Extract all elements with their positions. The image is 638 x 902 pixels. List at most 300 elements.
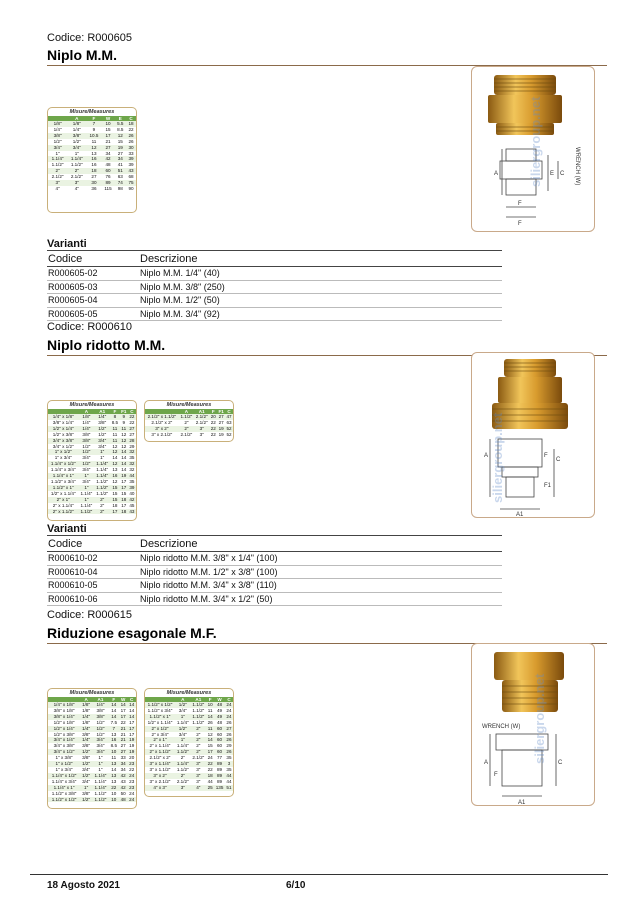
measures-cell: 17	[120, 713, 126, 719]
measures-cell: 9	[120, 414, 128, 420]
measures-cell: 89	[214, 761, 225, 767]
measures-cell: 10.5	[86, 133, 101, 139]
watermark: siliergroup.net	[528, 96, 543, 187]
measures-cell: 1" x 3/8"	[55, 755, 73, 761]
measures-cell: 42	[129, 496, 135, 502]
measures-cell: 89	[214, 773, 225, 779]
measures-cell: 18	[126, 121, 136, 127]
measures-cell: 27	[218, 419, 224, 425]
variant-desc: Niplo M.M. 3/8" (250)	[139, 280, 502, 294]
measures-cell: 17	[207, 749, 213, 755]
measures-cell: 1.1/2" x 3/4"	[147, 707, 173, 713]
measures-cell: 2"	[196, 743, 201, 749]
measures-cell: 135	[215, 784, 224, 790]
measures-cell: 1" x 3/4"	[55, 766, 73, 772]
measures-cell: 1.1/2" x 3/8"	[51, 790, 77, 796]
measures-cell: 1" x 1/2"	[48, 761, 80, 767]
measures-cell: 18	[121, 508, 127, 514]
measures-cell: 22	[120, 719, 126, 725]
product-title: Niplo M.M.	[47, 47, 117, 63]
measures-cell: 22	[129, 419, 135, 425]
measures-cell: 18	[112, 502, 118, 508]
measures-cell: 1/4"	[79, 426, 95, 432]
table-row	[47, 552, 502, 566]
product-photo-niplo-ridotto: A C F F1 A1 siliergroup.net	[471, 352, 595, 518]
measures-cell: 1/8"	[79, 414, 95, 420]
measures-cell: 12	[110, 449, 120, 455]
measures-cell: 45	[129, 502, 135, 508]
measures-cell: 2"	[175, 773, 191, 779]
measures-row	[48, 145, 136, 151]
measures-cell: 14	[109, 702, 119, 708]
measures-cell: 14	[111, 766, 117, 772]
measures-cell: 21	[120, 725, 126, 731]
measures-cell: 9	[122, 419, 126, 425]
measures-cell: 2" x 1"	[48, 497, 79, 503]
measures-cell: 2.1/2" x 2"	[151, 419, 173, 425]
measures-table-box	[47, 400, 137, 521]
col-desc: Descrizione	[139, 536, 502, 552]
measures-cell: 26	[207, 719, 213, 725]
measures-cell: 4"	[55, 185, 60, 191]
measures-cell: 7	[86, 121, 101, 127]
measures-col-header: A	[67, 116, 86, 121]
measures-cell: 3"	[196, 766, 201, 772]
variant-desc: Niplo ridotto M.M. 3/4" x 3/8" (110)	[139, 579, 502, 593]
measures-cell: 14	[111, 707, 117, 713]
measures-cell: 22	[207, 766, 213, 772]
svg-text:C: C	[556, 457, 561, 463]
measures-table-box	[47, 688, 137, 809]
measures-cell: 48	[120, 796, 126, 802]
measures-cell: 89	[216, 778, 223, 784]
measures-cell: 12	[112, 443, 118, 449]
measures-cell: 3/8"	[82, 731, 91, 737]
measures-cell: 13	[91, 150, 97, 156]
footer-rule	[30, 874, 608, 875]
measures-cell: 3"	[194, 426, 209, 432]
measures-cell: 1/2"	[98, 431, 107, 437]
measures-cell: 14	[129, 713, 135, 719]
measures-cell: 3/8" x 1/8"	[53, 707, 75, 713]
measures-cell: 35	[226, 755, 232, 761]
measures-cell: 3/8"	[82, 431, 91, 437]
svg-text:A: A	[484, 760, 489, 766]
measures-cell: 3"	[199, 431, 204, 437]
measures-cell: 33	[128, 150, 134, 156]
measures-cell: 3/8"	[82, 743, 91, 749]
svg-text:WRENCH (W): WRENCH (W)	[482, 724, 521, 730]
measures-cell: 3/4"	[67, 145, 86, 151]
measures-cell: 17	[120, 707, 126, 713]
measures-cell: 42	[102, 156, 115, 162]
measures-cell: 14	[207, 713, 213, 719]
measures-row	[145, 432, 233, 438]
measures-cell: 44	[226, 772, 232, 778]
measures-col-header: W	[102, 116, 115, 121]
measures-cell: 1"	[94, 449, 110, 455]
measures-cell: 3/4"	[94, 438, 110, 444]
measures-cell: 33	[120, 755, 126, 761]
measures-cell: 1.1/4"	[176, 719, 189, 725]
measures-cell: 18	[86, 168, 101, 174]
measures-cell: 24	[226, 713, 232, 719]
measures-cell: 48	[214, 702, 225, 708]
measures-cell: 26	[128, 138, 134, 144]
measures-cell: 1/4"	[82, 419, 91, 425]
measures-cell: 1.1/2"	[192, 719, 205, 725]
measures-cell: 60	[214, 749, 225, 755]
measures-cell: 3	[225, 761, 233, 767]
measures-cell: 3/8"	[82, 755, 91, 761]
measures-cell: 24	[226, 702, 232, 707]
variant-desc: Niplo ridotto M.M. 3/8" x 1/4" (100)	[139, 552, 502, 566]
measures-cell: 14	[121, 449, 127, 455]
measures-table-box	[144, 688, 234, 797]
measures-col-header: A	[79, 409, 95, 414]
measures-col-header: A	[175, 697, 191, 702]
measures-cell: 51	[226, 784, 232, 790]
measures-cell: 3"	[48, 180, 67, 186]
measures-cell: 26	[226, 749, 232, 755]
measures-cell: 2.1/2"	[195, 419, 208, 425]
measures-cell: 27	[226, 725, 232, 731]
measures-cell: 34	[114, 156, 126, 162]
measures-cell: 1.1/4"	[92, 785, 109, 791]
measures-cell: 1/8"	[82, 707, 91, 713]
measures-cell: 1"	[98, 766, 103, 772]
measures-cell: 15	[207, 743, 213, 749]
measures-cell: 12	[121, 443, 127, 449]
measures-table-box	[144, 400, 234, 442]
measures-cell: 1.1/4"	[92, 773, 109, 779]
measures-cell: 1"	[79, 485, 95, 491]
col-desc: Descrizione	[139, 251, 502, 267]
measures-cell: 2.1/2" x 1.1/2"	[145, 414, 179, 420]
table-row	[47, 592, 502, 606]
measures-cell: 3/4"	[82, 766, 91, 772]
measures-cell: 44	[129, 473, 135, 479]
measures-cell: 48	[105, 162, 111, 168]
measures-cell: 1/2"	[72, 138, 81, 144]
measures-cell: 2" x 1.1/2"	[48, 509, 79, 515]
measures-cell: 3"	[191, 761, 207, 767]
product-code: Codice: R000610	[47, 321, 133, 333]
measures-cell: 43	[120, 778, 126, 784]
measures-cell: 3/8" x 1/4"	[48, 714, 80, 720]
measures-cell: 2"	[48, 168, 67, 174]
measures-cell: 18	[121, 496, 127, 502]
measures-cell: 17	[121, 484, 127, 490]
measures-table	[145, 697, 233, 791]
measures-cell: 1/2"	[175, 726, 191, 732]
measures-cell: 3/4"	[92, 737, 109, 743]
measures-cell: 47	[226, 414, 232, 419]
measures-cell: 1.1/4"	[80, 490, 93, 496]
measures-cell: 26	[226, 719, 232, 725]
measures-cell: 3/4"	[178, 731, 187, 737]
drawing-label-a: A	[494, 171, 499, 177]
measures-cell: 1.1/4"	[94, 778, 107, 784]
measures-cell: 68	[128, 174, 134, 180]
measures-cell: 44	[207, 778, 213, 784]
svg-text:F1: F1	[544, 483, 552, 489]
measures-cell: 52	[226, 425, 232, 431]
product-code: Codice: R000605	[47, 32, 133, 44]
measures-cell: 22	[210, 419, 216, 425]
measures-cell: 3/8"	[67, 133, 86, 139]
measures-col-header: C	[126, 116, 136, 121]
measures-cell: 16	[110, 473, 120, 479]
measures-cell: 3" x 2"	[145, 426, 179, 432]
footer-date: 18 Agosto 2021	[47, 880, 120, 891]
measures-cell: 49	[216, 707, 223, 713]
measures-cell: 74	[114, 180, 126, 186]
measures-cell: 3/4"	[82, 478, 91, 484]
measures-cell: 115	[104, 185, 112, 191]
table-row	[47, 267, 502, 281]
measures-cell: 1/2"	[80, 797, 92, 803]
measures-cell: 4" x 3"	[145, 785, 175, 791]
measures-cell: 7	[109, 726, 119, 732]
measures-cell: 39	[126, 156, 136, 162]
col-code: Codice	[47, 251, 139, 267]
measures-cell: 1.1/2"	[92, 797, 109, 803]
measures-cell: 27	[218, 414, 224, 419]
variant-code: R000610-04	[47, 565, 139, 579]
measures-cell: 22	[210, 425, 216, 431]
measures-cell: 11	[111, 755, 117, 761]
measures-cell: 2" x 1.1/4"	[149, 743, 171, 749]
measures-cell: 1.1/2"	[192, 713, 205, 719]
measures-cell: 9	[92, 126, 96, 132]
measures-cell: 1.1/2" x 1"	[48, 485, 79, 491]
measures-cell: 23	[129, 784, 135, 790]
measures-cell: 17	[110, 509, 120, 515]
measures-cell: 3" x 1.1/4"	[145, 761, 175, 767]
measures-cell: 2" x 1"	[145, 737, 175, 743]
measures-col-header: C	[127, 697, 136, 702]
variant-code: R000610-05	[47, 579, 139, 593]
svg-text:A1: A1	[518, 800, 526, 806]
measures-cell: 1"	[79, 497, 95, 503]
measures-cell: 1"	[175, 714, 191, 720]
measures-row	[48, 491, 136, 497]
measures-cell: 3"	[196, 778, 201, 784]
measures-cell: 3/4"	[98, 443, 107, 449]
measures-col-header: W	[214, 697, 225, 702]
measures-cell: 2.1/2"	[51, 174, 64, 180]
measures-cell: 2"	[191, 749, 207, 755]
measures-cell: 1/2"	[79, 449, 95, 455]
measures-cell: 23	[129, 761, 135, 767]
measures-cell: 26	[126, 133, 136, 139]
product-photo-niplo-mm	[471, 66, 595, 232]
measures-table	[48, 697, 136, 802]
measures-cell: 3/8"	[82, 790, 91, 796]
measures-cell: 1"	[79, 473, 95, 479]
measures-cell: 1.1/2"	[96, 478, 109, 484]
measures-cell: 8.5	[110, 743, 118, 749]
measures-cell: 49	[214, 714, 225, 720]
measures-cell: 1.1/4" x 1"	[48, 473, 79, 479]
measures-cell: 1.1/2"	[192, 707, 205, 713]
measures-cell: 3/4"	[48, 145, 67, 151]
measures-row	[48, 509, 136, 515]
measures-col-header: F1	[121, 409, 127, 414]
measures-cell: 43	[126, 168, 136, 174]
measures-cell: 22	[129, 766, 135, 772]
measures-cell: 2.1/2"	[70, 174, 83, 180]
measures-cell: 32	[129, 461, 135, 467]
measures-cell: 26	[226, 737, 232, 743]
measures-cell: 10	[102, 121, 115, 127]
measures-cell: 75	[126, 180, 136, 186]
measures-cell: 1.1/4" x 3/4"	[50, 467, 76, 473]
measures-cell: 1/8"	[80, 702, 92, 708]
measures-cell: 5.5	[114, 121, 126, 127]
measures-cell: 22	[129, 414, 135, 419]
measures-cell: 11	[112, 431, 118, 437]
measures-cell: 63	[226, 419, 232, 425]
measures-cell: 10	[109, 749, 119, 755]
measures-cell: 14	[129, 702, 135, 707]
measures-cell: 98	[117, 185, 123, 191]
measures-cell: 27	[120, 743, 126, 749]
measures-col-header: F	[86, 116, 101, 121]
measures-cell: 1/4"	[80, 714, 92, 720]
measures-cell: 11	[207, 707, 213, 713]
measures-cell: 3"	[175, 785, 191, 791]
measures-cell: 27	[91, 174, 97, 180]
measures-cell: 1/2"	[175, 702, 191, 708]
measures-cell: 60	[214, 726, 225, 732]
measures-cell: 14	[121, 467, 127, 473]
measures-cell: 22	[128, 126, 134, 132]
measures-cell: 10	[207, 702, 213, 707]
measures-cell: 1.1/4"	[96, 473, 109, 479]
measures-cell: 1.1/4"	[96, 461, 109, 467]
variant-desc: Niplo M.M. 3/4" (92)	[139, 307, 502, 321]
measures-cell: 8.5	[111, 419, 119, 425]
measures-cell: 13	[111, 778, 117, 784]
measures-cell: 15	[110, 485, 120, 491]
measures-cell: 3/4" x 1/2"	[52, 443, 74, 449]
measures-cell: 12	[110, 461, 120, 467]
measures-cell: 2"	[100, 502, 105, 508]
measures-row	[48, 186, 136, 192]
measures-cell: 15	[117, 138, 123, 144]
measures-cell: 60	[214, 737, 225, 743]
measures-row	[48, 127, 136, 133]
measures-row	[48, 797, 136, 803]
measures-cell: 1.1/4"	[176, 743, 189, 749]
measures-cell: 11	[207, 725, 213, 731]
measures-cell: 14	[129, 707, 135, 713]
measures-col-header: A1	[94, 409, 110, 414]
measures-cell: 21	[120, 731, 126, 737]
measures-cell: 1/4"	[72, 126, 81, 132]
measures-cell: 2" x 1.1/2"	[145, 749, 175, 755]
measures-col-header: F	[110, 409, 120, 414]
measures-col-header: C	[225, 409, 233, 414]
varianti-label: Varianti	[47, 523, 87, 535]
measures-cell: 19	[218, 431, 224, 437]
measures-header: Misure/Measures	[69, 402, 115, 408]
measures-cell: 41	[117, 162, 123, 168]
measures-cell: 1.1/2" x 1/2"	[48, 797, 80, 803]
measures-cell: 19	[129, 743, 135, 749]
variant-code: R000605-03	[47, 280, 139, 294]
measures-cell: 11	[110, 426, 120, 432]
measures-cell: 3/4"	[96, 743, 105, 749]
measures-cell: 1"	[55, 150, 60, 156]
measures-cell: 4"	[191, 785, 207, 791]
measures-cell: 29	[226, 743, 232, 749]
measures-col-header: A	[80, 697, 92, 702]
measures-col-header: A1	[92, 697, 109, 702]
measures-cell: 24	[129, 790, 135, 796]
measures-cell: 2"	[179, 426, 194, 432]
measures-cell: 2"	[67, 168, 86, 174]
table-row	[47, 307, 502, 321]
measures-cell: 2.1/2"	[192, 755, 205, 761]
measures-cell: 51	[114, 168, 126, 174]
measures-cell: 1"	[175, 737, 191, 743]
measures-col-header: E	[114, 116, 126, 121]
measures-cell: 2.1/2" x 2"	[149, 755, 171, 761]
measures-cell: 1.1/2" x 3/4"	[50, 478, 76, 484]
measures-cell: 8.5	[117, 126, 124, 132]
variant-code: R000605-04	[47, 294, 139, 308]
measures-cell: 35	[226, 766, 232, 772]
measures-cell: 24	[129, 796, 135, 802]
measures-cell: 1.1/4" x 1/2"	[48, 461, 79, 467]
measures-cell: 17	[121, 502, 127, 508]
measures-cell: 2"	[184, 419, 189, 425]
measures-cell: 1/4"	[94, 414, 110, 420]
measures-cell: 1.1/4"	[96, 467, 109, 473]
measures-cell: 1"	[74, 150, 79, 156]
measures-col-header: A	[179, 409, 194, 414]
measures-cell: 16	[86, 156, 101, 162]
measures-cell: 1/2"	[92, 726, 109, 732]
measures-cell: 1/2" x 1/8"	[53, 719, 75, 725]
measures-row	[48, 503, 136, 509]
measures-cell: 2.1/2"	[176, 778, 189, 784]
measures-row	[48, 139, 136, 145]
measures-cell: 3/8" x 1/4"	[52, 419, 74, 425]
variant-code: R000610-06	[47, 592, 139, 606]
table-row	[47, 280, 502, 294]
measures-header: Misure/Measures	[166, 402, 212, 408]
measures-cell: 1.1/2"	[96, 484, 109, 490]
measures-cell: 22	[109, 785, 119, 791]
measures-cell: 12	[114, 133, 126, 139]
measures-cell: 1/2" x 1/4"	[48, 726, 80, 732]
measures-cell: 1.1/4"	[48, 156, 67, 162]
measures-cell: 32	[129, 467, 135, 473]
measures-cell: 2.1/2"	[195, 414, 208, 419]
measures-cell: 19	[129, 737, 135, 743]
col-code: Codice	[47, 536, 139, 552]
measures-cell: 1.1/4"	[176, 761, 189, 767]
measures-cell: 35	[129, 478, 135, 484]
measures-cell: 77	[216, 755, 223, 761]
measures-cell: 3/4"	[82, 455, 91, 461]
measures-cell: 1"	[80, 785, 92, 791]
measures-cell: 2"	[196, 731, 201, 737]
